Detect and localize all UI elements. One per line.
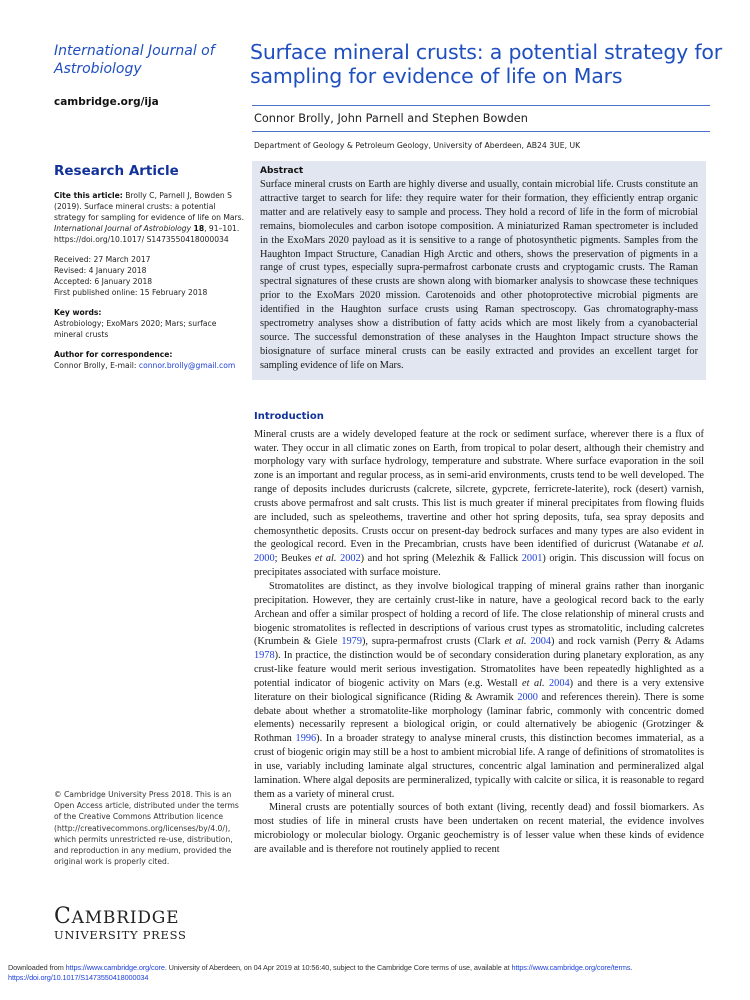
citation-label: Cite this article:: [54, 191, 123, 200]
reference-link[interactable]: 2002: [340, 553, 361, 565]
author-affiliation: Department of Geology & Petroleum Geology, University of Aberdeen, AB24 3UE, UK: [254, 141, 581, 150]
article-authors: Connor Brolly, John Parnell and Stephen Bowden: [254, 112, 528, 125]
publication-dates: [54, 254, 246, 298]
reference-link[interactable]: 1996: [295, 733, 317, 745]
journal-url[interactable]: cambridge.org/ija: [54, 96, 159, 108]
keywords-label: Key words:: [54, 308, 102, 317]
keywords-value: Astrobiology; ExoMars 2020; Mars; surface mineral crusts: [54, 319, 217, 339]
terms-link[interactable]: https://www.cambridge.org/core/terms: [511, 963, 631, 972]
reference-link[interactable]: 2004: [530, 636, 552, 648]
correspondence-label: Author for correspondence:: [54, 350, 173, 359]
download-notice: Downloaded from https://www.cambridge.org/core. University of Aberdeen, on 04 Apr 2019 at 10:56:40, subject to the Cambridge Core terms of use, available at https://www.cambridge.org/core/terms.: [8, 963, 633, 972]
reference-link[interactable]: 1979: [341, 636, 362, 648]
abstract-heading: Abstract: [260, 166, 304, 176]
authors-divider: [252, 131, 710, 132]
date-received: Received: 27 March 2017: [54, 255, 151, 264]
cambridge-university-press-logo: CAMBRIDGE UNIVERSITY PRESS: [54, 904, 187, 942]
citation-doi[interactable]: , 91–101. https://doi.org/10.1017/ S1473550418000034: [54, 224, 240, 244]
citation-journal: International Journal of Astrobiology: [54, 224, 192, 233]
reference-link[interactable]: 2000: [517, 691, 538, 703]
article-type: Research Article: [54, 163, 179, 179]
introduction-body: [254, 428, 704, 857]
journal-name[interactable]: International Journal of Astrobiology: [54, 43, 215, 77]
date-accepted: Accepted: 6 January 2018: [54, 277, 153, 286]
correspondence-name: Connor Brolly, E-mail:: [54, 361, 139, 370]
correspondence-email-link[interactable]: connor.brolly@gmail.com: [138, 361, 236, 370]
date-first-published: First published online: 15 February 2018: [54, 288, 208, 297]
reference-link[interactable]: 2001: [521, 553, 543, 565]
article-title: Surface mineral crusts: a potential strategy for sampling for evidence of life on Mars: [250, 40, 722, 88]
paragraph: Mineral crusts are a widely developed feature at the rock or sediment surface, wherever there is a flux of water. They occur in all climatic zones on Earth, from tropical to polar desert, although their chemistry and morphology vary with surface hydrology, temperature and substrate. Where surface evaporation in the soil zone is an important and regular process, as in semi-arid environments, crusts tend to be well developed. The range of deposits includes duricrusts (calcrete, silcrete, gypcrete, ferricrete-laterite), rock (desert) varnish, crusts above permafrost and salt crusts. This list is much greater if mineral precipitates from flowing fluids are included, such as speleothems, travertine and other hot spring deposits, tufa, sea spray deposits and chemosynthetic deposits. Crusts occur on present-day bedrock surfaces and many types are also evident in the geological record. Even in the Precambrian, crusts have been identified of duricrust (Watanabe et al. 2000; Beukes et al. 2002) and hot spring (Melezhik & Fallick 2001) origin. This discussion will focus on precipitates associated with surface moisture.: [254, 428, 705, 579]
keywords: [54, 307, 246, 340]
date-revised: Revised: 4 January 2018: [54, 266, 147, 275]
paragraph: Mineral crusts are potentially sources of both extant (living, recently dead) and fossil biomarkers. As most studies of life in mineral crusts have been undertaken on recent material, the evidence involves microbiology or molecular biology. Organic geochemistry is of lesser value when these kinds of evidence are available and is therefore not routinely applied to recent: [254, 802, 704, 855]
article-sidebar: [54, 42, 245, 942]
correspondence: [54, 349, 246, 371]
abstract-text: Surface mineral crusts on Earth are highly diverse and usually, contain microbial life. Crusts constitute an attractive target to search for life: they require water for their formation, they efficiently entrap organic matter and are relatively easy to sample and process. They hold a record of life in the form of microbial remains, biomolecules and carbon isotope composition. A miniaturized Raman spectrometer is included in the ExoMars 2020 payload as it is sensitive to a range of photosynthetic pigments. Samples from the Haughton Impact Structure, Canadian High Arctic and others, shows the preservation of pigments in a range of crust types, especially supra-permafrost carbonate crusts and cryptogamic crusts. The Raman spectral signatures of these crusts are shown along with biomarker analysis to showcase these techniques prior to the ExoMars 2020 mission. Carotenoids and other photoprotective microbial pigments are identified in the Haughton surface crusts using Raman spectroscopy. Gas chromatography-mass spectrometry analyses show a distribution of fatty acids which are most likely from a cyanobacterial source. The successful demonstration of these analyses in the Haughton Impact structure shows the biosignature of surface mineral crusts can be easily extracted and provides an excellent target for sampling evidence of life on Mars.: [260, 179, 698, 371]
download-footer: [8, 963, 748, 983]
cambridge-core-link[interactable]: https://www.cambridge.org/core: [65, 963, 165, 972]
citation-text: Brolly C, Parnell J, Bowden S (2019). Surface mineral crusts: a potential strategy for sampling for evidence of life on Mars.: [54, 191, 245, 222]
reference-link[interactable]: 2004: [549, 677, 570, 689]
doi-link[interactable]: https://doi.org/10.1017/S1473550418000034: [8, 973, 149, 982]
reference-link[interactable]: 1978: [254, 650, 275, 662]
abstract-box: [252, 161, 706, 380]
paragraph: Stromatolites are distinct, as they involve biological trapping of mineral grains rather than inorganic precipitation. However, they are certainly crust-like in nature, have a geological record back to the early Archean and offer a similar prospect of holding a record of life. The close relationship of mineral crusts and biogenic stromatolites is reflected in descriptions of various crust types as stromatolitic, including calcretes (Krumbein & Giele 1979), supra-permafrost crusts (Clark et al. 2004) and rock varnish (Perry & Adams 1978). In practice, the distinction would be of secondary consideration during planetary exploration, as any crust-like feature would merit serious investigation. Stromatolites have been repeatedly highlighted as a potential indicator of biogenic activity on Mars (e.g. Westall et al. 2004) and there is a very extensive literature on their biological significance (Riding & Awramik 2000 and references therein). There is some debate about whether a stromatolite-like morphology (laminar fabric, commonly with concentric domed elements) necessarily represent a biological origin, or could alternatively be abiogenic (Grotzinger & Rothman 1996). In a broader strategy to analyse mineral crusts, this distinction becomes immaterial, as a crust of biogenic origin may still be a host to ambient microbial life. A range of definitions of stromatolites is in use, variably including laminate algal structures, concentric algal lamination and permineralized algal lamination. Where algal deposits are permineralized, typically with calcite or silica, it is reasonable to regard them as a variety of mineral crust.: [254, 580, 705, 800]
citation: [54, 190, 246, 245]
article-metadata: [54, 190, 246, 380]
reference-link[interactable]: 2000: [254, 553, 275, 565]
article-main: [250, 40, 728, 857]
introduction-heading: Introduction: [254, 410, 324, 422]
citation-volume: 18: [193, 224, 205, 233]
license-notice: © Cambridge University Press 2018. This is an Open Access article, distributed under the terms of the Creative Commons Attribution licence (http://creativecommons.org/licenses/by/4.0/), which permits unrestricted re-use, distribution, and reproduction in any medium, provided the original work is properly cited.: [54, 790, 239, 867]
